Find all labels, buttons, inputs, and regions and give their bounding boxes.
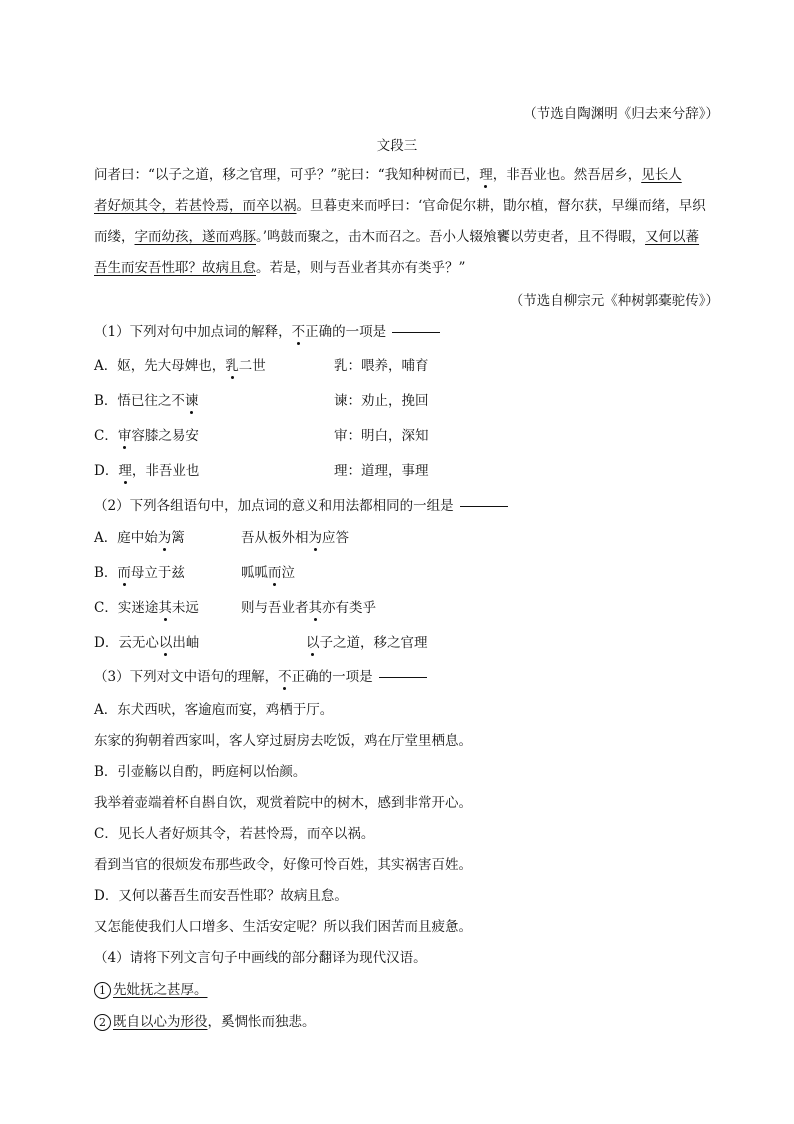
- underlined-phrase: 见长人: [641, 167, 682, 183]
- q2-option-b[interactable]: B．而母立于兹: [94, 565, 185, 581]
- q4-item-1: [94, 978, 208, 999]
- passage-line: 而缕，字而幼孩，遂而鸡豚。’鸣鼓而聚之，击木而召之。吾小人辍飧饔以劳吏者，且不得暇，又何以蕃: [94, 229, 700, 245]
- q3-option-b-translation: 我举着壶端着杯自斟自饮，观赏着院中的树木，感到非常开心。: [94, 795, 472, 811]
- circled-number: 2: [94, 1014, 111, 1031]
- q1-option-b[interactable]: B．悟已往之不谏: [94, 393, 199, 409]
- section-title: 文段三: [376, 138, 418, 154]
- passage-line: 吾生而安吾性耶？故病且怠。若是，则与吾业者其亦有类乎？”: [94, 260, 466, 276]
- q1-option-d[interactable]: D．理，非吾业也: [94, 463, 200, 479]
- q3-option-a-translation: 东家的狗朝着西家叫，客人穿过厨房去吃饭，鸡在厅堂里栖息。: [94, 733, 472, 749]
- question-3-stem: （3）下列对文中语句的理解，不正确的一项是: [94, 665, 427, 685]
- answer-blank[interactable]: [460, 506, 508, 507]
- q3-option-d[interactable]: D．又何以蕃吾生而安吾性耶？故病且怠。: [94, 888, 348, 904]
- underlined-phrase: 先妣抚之甚厚。: [113, 982, 208, 998]
- q1-option-a[interactable]: A．妪，先大母婢也，乳二世: [94, 358, 266, 374]
- q4-item-2: 2 既自以心为形役，奚惆怅而独悲。: [94, 1010, 316, 1031]
- q3-option-b[interactable]: B．引壶觞以自酌，眄庭柯以怡颜。: [94, 764, 307, 780]
- q1-option-d-gloss: 理：道理，事理: [334, 463, 429, 479]
- q2-option-c-pair: 则与吾业者其亦有类乎: [241, 600, 376, 616]
- q3-option-d-translation: 又怎能使我们人口增多、生活安定呢？所以我们困苦而且疲惫。: [94, 919, 472, 935]
- underlined-phrase: 者好烦其令，若甚怜焉，而卒以祸: [94, 198, 297, 214]
- q1-option-a-gloss: 乳：喂养，哺育: [334, 358, 429, 374]
- answer-blank[interactable]: [392, 332, 440, 333]
- q2-option-c[interactable]: C．实迷途其未远: [94, 600, 199, 616]
- q2-option-d[interactable]: D．云无心以出岫: [94, 635, 200, 651]
- q2-option-b-pair: 呱呱而泣: [241, 565, 295, 581]
- q1-option-b-gloss: 谏：劝止，挽回: [334, 393, 429, 409]
- passage-line: 者好烦其令，若甚怜焉，而卒以祸。旦暮吏来而呼曰：‘官命促尔耕，勖尔植，督尔获，早缫而绪，早织: [94, 198, 706, 214]
- underlined-phrase: 字而幼孩，遂而鸡豚: [134, 229, 256, 245]
- q3-option-a[interactable]: A．东犬西吠，客逾庖而宴，鸡栖于厅。: [94, 702, 334, 718]
- q3-option-c-translation: 看到当官的很烦发布那些政令，好像可怜百姓，其实祸害百姓。: [94, 857, 472, 873]
- q3-option-c[interactable]: C．见长人者好烦其令，若甚怜焉，而卒以祸。: [94, 826, 375, 842]
- question-1-stem: （1）下列对句中加点词的解释，不正确的一项是: [94, 320, 440, 340]
- source-citation: （节选自陶渊明《归去来兮辞》）: [523, 106, 719, 122]
- question-2-stem: （2）下列各组语句中，加点词的意义和用法都相同的一组是: [94, 494, 508, 514]
- q1-option-c[interactable]: C．审容膝之易安: [94, 428, 199, 444]
- q2-option-a[interactable]: A．庭中始为篱: [94, 530, 185, 546]
- underlined-phrase: 又何以蕃: [645, 229, 700, 245]
- question-4-stem: （4）请将下列文言句子中画线的部分翻译为现代汉语。: [94, 950, 427, 966]
- answer-blank[interactable]: [379, 677, 427, 678]
- underlined-phrase: 既自以心为形役: [113, 1014, 208, 1030]
- q2-option-d-pair: 以子之道，移之官理: [306, 635, 428, 651]
- q2-option-a-pair: 吾从板外相为应答: [241, 530, 349, 546]
- source-citation: （节选自柳宗元《种树郭橐驼传》）: [509, 293, 719, 309]
- underlined-phrase: 吾生而安吾性耶？故病且怠: [94, 260, 256, 276]
- dotted-char: 理: [479, 167, 493, 183]
- passage-line: 问者曰：“以子之道，移之官理，可乎？”驼曰：“我知种树而已，理，非吾业也。然吾居乡，见长人: [94, 167, 682, 183]
- q1-option-c-gloss: 审：明白，深知: [334, 428, 429, 444]
- circled-number: 1: [94, 982, 111, 999]
